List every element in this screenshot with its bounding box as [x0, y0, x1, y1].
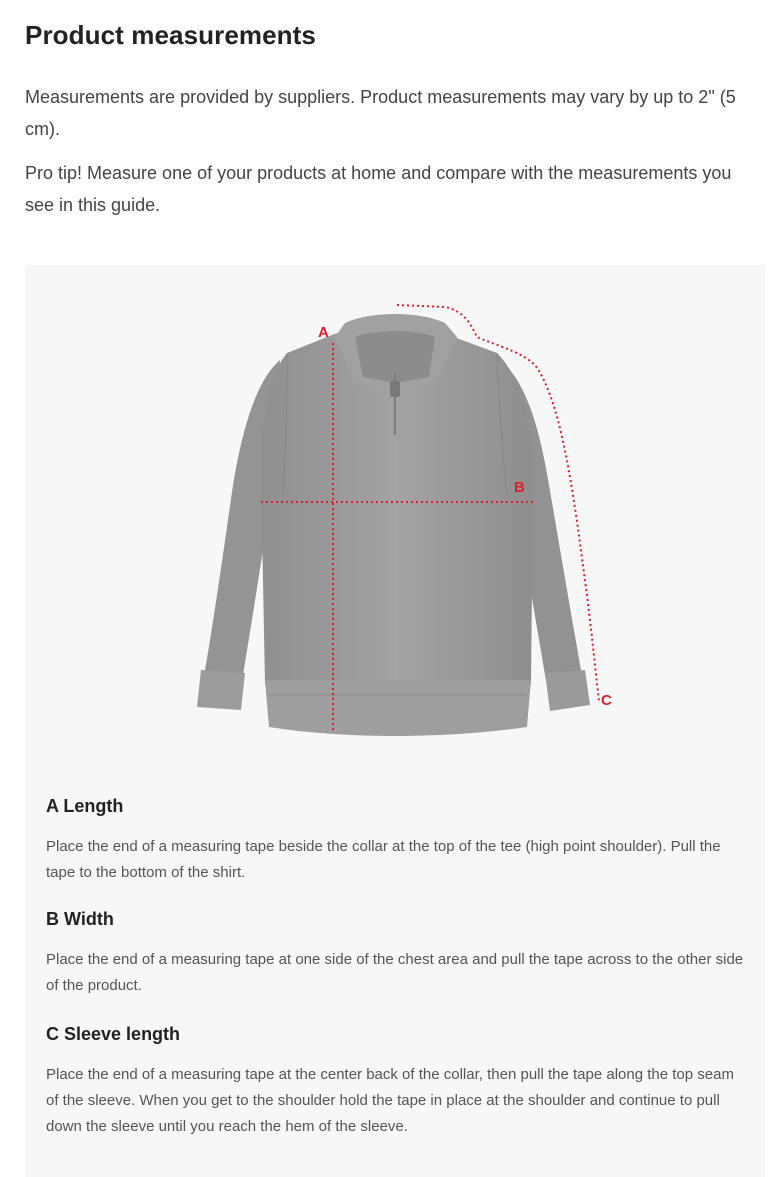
sweatshirt-illustration	[25, 265, 765, 765]
measurement-a-heading: A Length	[46, 796, 124, 816]
intro-pro-tip: Pro tip! Measure one of your products at home and compare with the measurements you see in this guide.	[25, 163, 732, 215]
measurement-c-text: Place the end of a measuring tape at the center back of the collar, then pull the tape along the top seam of the sleeve. When you get to the shoulder hold the tape in place at the shoulder and continue to pull down the sleeve until you reach the hem of the sleeve.	[46, 1066, 734, 1135]
label-c: C	[601, 692, 612, 709]
sweatshirt-shape	[197, 314, 590, 736]
measurement-a-text: Place the end of a measuring tape beside the collar at the top of the tee (high point shoulder). Pull the tape to the bottom of the shirt.	[46, 838, 721, 881]
right-cuff	[545, 670, 590, 711]
measurement-b-text: Place the end of a measuring tape at one side of the chest area and pull the tape across to the other side of the product.	[46, 951, 744, 994]
waistband	[265, 680, 531, 736]
label-b: B	[514, 479, 525, 496]
measurement-b-heading: B Width	[46, 909, 114, 929]
left-cuff	[197, 670, 245, 710]
intro-disclaimer: Measurements are provided by suppliers. Product measurements may vary by up to 2" (5 cm).	[25, 87, 736, 139]
measurement-guide-panel	[25, 265, 765, 1177]
measurement-c-heading: C Sleeve length	[46, 1024, 181, 1044]
label-a: A	[318, 324, 329, 341]
garment-figure	[25, 265, 765, 765]
page-title: Product measurements	[25, 20, 316, 50]
